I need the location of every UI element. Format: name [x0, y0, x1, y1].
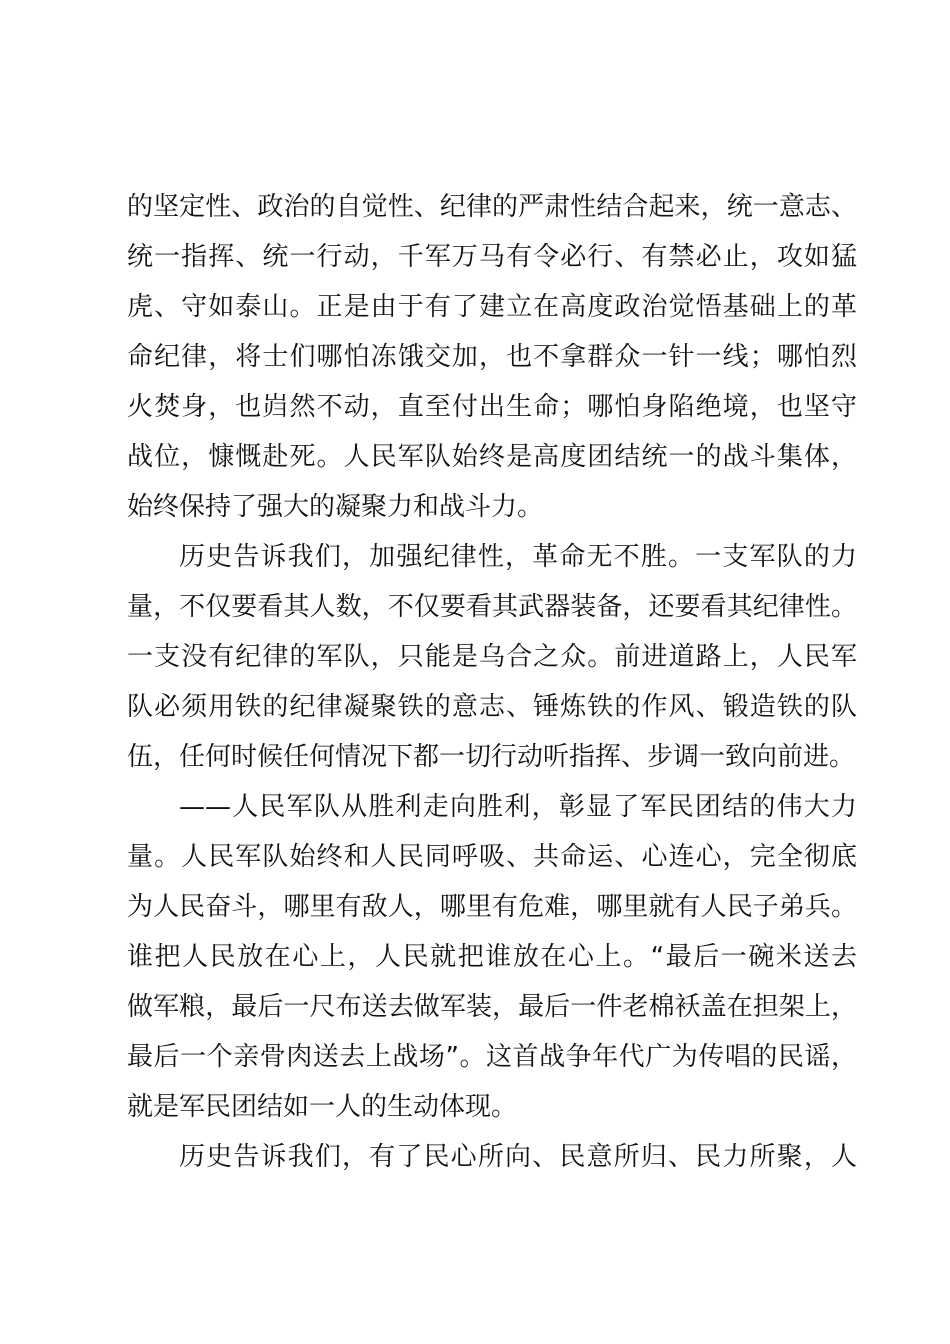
text-line: 统一指挥、统一行动，千军万马有令必行、有禁必止，攻如猛 [127, 242, 857, 272]
text-line: 谁把人民放在心上，人民就把谁放在心上。“最后一碗米送去 [127, 942, 857, 972]
text-line: 火焚身，也岿然不动，直至付出生命；哪怕身陷绝境，也坚守 [127, 392, 857, 422]
text-line: 虎、守如泰山。正是由于有了建立在高度政治觉悟基础上的革 [127, 292, 857, 322]
text-line: 战位，慷慨赴死。人民军队始终是高度团结统一的战斗集体， [127, 442, 857, 472]
text-line: 量。人民军队始终和人民同呼吸、共命运、心连心，完全彻底 [127, 842, 857, 872]
text-line: 最后一个亲骨肉送去上战场”。这首战争年代广为传唱的民谣， [127, 1042, 857, 1072]
text-line: 伍，任何时候任何情况下都一切行动听指挥、步调一致向前进。 [127, 742, 856, 772]
text-line: 一支没有纪律的军队，只能是乌合之众。前进道路上，人民军 [127, 642, 857, 672]
text-line: 就是军民团结如一人的生动体现。 [127, 1092, 518, 1122]
paragraph-start-line: ——人民军队从胜利走向胜利，彰显了军民团结的伟大力 [179, 792, 857, 822]
text-line: 始终保持了强大的凝聚力和战斗力。 [127, 492, 544, 522]
text-line: 做军粮，最后一尺布送去做军装，最后一件老棉袄盖在担架上， [127, 992, 857, 1022]
text-line: 命纪律，将士们哪怕冻饿交加，也不拿群众一针一线；哪怕烈 [127, 342, 857, 372]
text-line: 为人民奋斗，哪里有敌人，哪里有危难，哪里就有人民子弟兵。 [127, 892, 857, 922]
text-line: 的坚定性、政治的自觉性、纪律的严肃性结合起来，统一意志、 [127, 192, 857, 222]
text-line: 量，不仅要看其人数，不仅要看其武器装备，还要看其纪律性。 [127, 592, 857, 622]
body-text [127, 182, 857, 1182]
paragraph-start-line: 历史告诉我们，加强纪律性，革命无不胜。一支军队的力 [179, 542, 857, 572]
paragraph-start-line: 历史告诉我们，有了民心所向、民意所归、民力所聚，人 [179, 1142, 857, 1172]
text-line: 队必须用铁的纪律凝聚铁的意志、锤炼铁的作风、锻造铁的队 [127, 692, 857, 722]
